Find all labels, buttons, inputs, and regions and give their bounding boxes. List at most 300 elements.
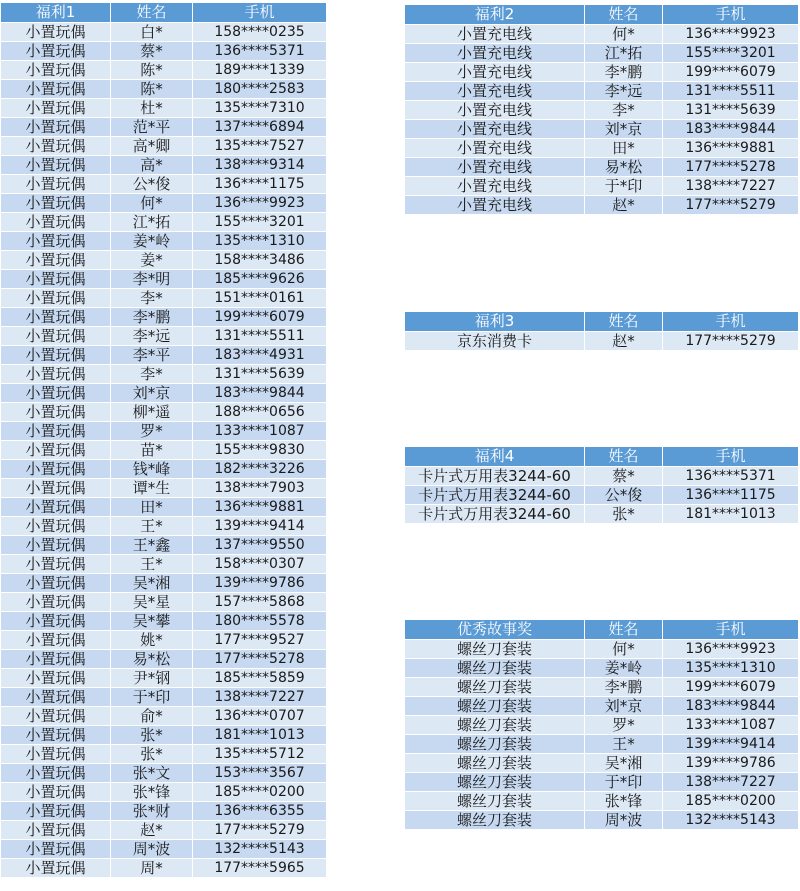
prize-cell: 螺丝刀套装	[405, 716, 585, 735]
prize-cell: 螺丝刀套装	[405, 697, 585, 716]
table-row	[1, 156, 327, 175]
table-row	[1, 441, 327, 460]
prize-cell: 小置玩偶	[1, 783, 111, 802]
prize-cell: 小置玩偶	[1, 213, 111, 232]
prize-cell: 小置玩偶	[1, 384, 111, 403]
table-row	[405, 63, 799, 82]
table-row	[1, 631, 327, 650]
phone-cell: 157****5868	[193, 593, 327, 612]
phone-cell: 131****5639	[663, 101, 799, 120]
prize-cell: 小置玩偶	[1, 118, 111, 137]
prize-cell: 小置充电线	[405, 63, 585, 82]
prize-cell: 小置玩偶	[1, 802, 111, 821]
prize-table-1	[0, 2, 327, 878]
name-cell: 于*印	[585, 773, 663, 792]
table-row	[405, 101, 799, 120]
phone-cell: 155****9830	[193, 441, 327, 460]
phone-cell: 137****6894	[193, 118, 327, 137]
phone-cell: 139****9414	[663, 735, 799, 754]
name-cell: 罗*	[111, 422, 193, 441]
name-cell: 吴*湘	[585, 754, 663, 773]
table-row	[405, 716, 799, 735]
prize-header: 福利1	[1, 3, 111, 23]
prize-cell: 小置玩偶	[1, 555, 111, 574]
phone-cell: 136****0707	[193, 707, 327, 726]
phone-cell: 132****5143	[193, 840, 327, 859]
prize-cell: 小置玩偶	[1, 726, 111, 745]
prize-header: 福利3	[405, 312, 585, 332]
table-row	[405, 505, 799, 524]
table-row	[405, 792, 799, 811]
prize-cell: 小置玩偶	[1, 251, 111, 270]
table-row	[1, 821, 327, 840]
prize-cell: 小置玩偶	[1, 175, 111, 194]
phone-cell: 153****3567	[193, 764, 327, 783]
prize-cell: 小置玩偶	[1, 498, 111, 517]
prize-cell: 小置玩偶	[1, 612, 111, 631]
name-cell: 何*	[585, 25, 663, 44]
prize-cell: 小置充电线	[405, 101, 585, 120]
prize-cell: 小置充电线	[405, 120, 585, 139]
table-row	[1, 536, 327, 555]
prize-cell: 小置玩偶	[1, 821, 111, 840]
name-cell: 柳*遥	[111, 403, 193, 422]
table-row	[405, 332, 799, 351]
name-cell: 李*鹏	[585, 678, 663, 697]
name-cell: 刘*京	[585, 697, 663, 716]
phone-cell: 136****9923	[663, 25, 799, 44]
table-row	[1, 365, 327, 384]
table-row	[405, 659, 799, 678]
table-row	[1, 175, 327, 194]
phone-cell: 199****6079	[663, 678, 799, 697]
name-cell: 周*波	[111, 840, 193, 859]
prize-cell: 螺丝刀套装	[405, 735, 585, 754]
prize-cell: 小置玩偶	[1, 707, 111, 726]
phone-cell: 135****1310	[193, 232, 327, 251]
name-cell: 周*波	[585, 811, 663, 830]
phone-cell: 136****5371	[663, 467, 799, 486]
phone-cell: 138****9314	[193, 156, 327, 175]
prize-header: 福利4	[405, 447, 585, 467]
table-row	[1, 270, 327, 289]
prize-cell: 小置充电线	[405, 139, 585, 158]
name-cell: 李*鹏	[585, 63, 663, 82]
prize-cell: 小置玩偶	[1, 365, 111, 384]
table-row	[405, 177, 799, 196]
name-cell: 陈*	[111, 80, 193, 99]
table-row	[1, 422, 327, 441]
prize-cell: 小置玩偶	[1, 745, 111, 764]
phone-cell: 158****0307	[193, 555, 327, 574]
prize-cell: 小置玩偶	[1, 460, 111, 479]
prize-cell: 小置玩偶	[1, 688, 111, 707]
prize-cell: 小置玩偶	[1, 42, 111, 61]
table-row	[1, 460, 327, 479]
prize-cell: 京东消费卡	[405, 332, 585, 351]
prize-cell: 小置玩偶	[1, 840, 111, 859]
name-cell: 王*	[111, 517, 193, 536]
phone-cell: 136****6355	[193, 802, 327, 821]
name-cell: 张*锋	[585, 792, 663, 811]
table-row	[1, 859, 327, 878]
prize-cell: 小置充电线	[405, 82, 585, 101]
table-row	[405, 640, 799, 659]
name-cell: 赵*	[111, 821, 193, 840]
prize-cell: 小置玩偶	[1, 650, 111, 669]
prize-cell: 小置玩偶	[1, 23, 111, 42]
name-cell: 李*鹏	[111, 308, 193, 327]
name-cell: 刘*京	[585, 120, 663, 139]
phone-cell: 133****1087	[193, 422, 327, 441]
phone-cell: 135****5712	[193, 745, 327, 764]
name-header: 姓名	[111, 3, 193, 23]
name-cell: 王*	[111, 555, 193, 574]
phone-cell: 155****3201	[663, 44, 799, 63]
prize-cell: 小置玩偶	[1, 194, 111, 213]
prize-cell: 卡片式万用表3244-60	[405, 505, 585, 524]
name-cell: 张*	[585, 505, 663, 524]
phone-cell: 136****1175	[193, 175, 327, 194]
table-row	[1, 232, 327, 251]
prize-cell: 小置充电线	[405, 158, 585, 177]
prize-cell: 小置玩偶	[1, 859, 111, 878]
name-cell: 易*松	[585, 158, 663, 177]
phone-cell: 185****0200	[663, 792, 799, 811]
name-cell: 姜*岭	[585, 659, 663, 678]
phone-cell: 181****1013	[663, 505, 799, 524]
phone-cell: 135****1310	[663, 659, 799, 678]
name-cell: 李*明	[111, 270, 193, 289]
prize-cell: 小置充电线	[405, 25, 585, 44]
table-row	[405, 735, 799, 754]
table-row	[1, 61, 327, 80]
name-cell: 张*	[111, 726, 193, 745]
name-cell: 白*	[111, 23, 193, 42]
name-cell: 易*松	[111, 650, 193, 669]
table-row	[405, 120, 799, 139]
phone-cell: 185****9626	[193, 270, 327, 289]
phone-cell: 138****7227	[663, 773, 799, 792]
name-cell: 李*远	[585, 82, 663, 101]
prize-cell: 螺丝刀套装	[405, 773, 585, 792]
name-cell: 江*拓	[585, 44, 663, 63]
name-cell: 罗*	[585, 716, 663, 735]
prize-cell: 卡片式万用表3244-60	[405, 486, 585, 505]
prize-cell: 螺丝刀套装	[405, 792, 585, 811]
phone-cell: 132****5143	[663, 811, 799, 830]
prize-cell: 卡片式万用表3244-60	[405, 467, 585, 486]
name-cell: 陈*	[111, 61, 193, 80]
table-row	[1, 688, 327, 707]
table-row	[1, 707, 327, 726]
phone-cell: 136****5371	[193, 42, 327, 61]
name-cell: 赵*	[585, 196, 663, 215]
table-row	[405, 754, 799, 773]
prize-cell: 小置玩偶	[1, 156, 111, 175]
table-row	[1, 23, 327, 42]
prize-cell: 小置玩偶	[1, 346, 111, 365]
table-row	[1, 726, 327, 745]
prize-header: 优秀故事奖	[405, 620, 585, 640]
prize-cell: 小置玩偶	[1, 631, 111, 650]
name-cell: 姚*	[111, 631, 193, 650]
phone-cell: 136****9881	[663, 139, 799, 158]
prize-table-4	[404, 446, 799, 524]
name-cell: 范*平	[111, 118, 193, 137]
name-cell: 李*远	[111, 327, 193, 346]
phone-cell: 133****1087	[663, 716, 799, 735]
table-row	[1, 42, 327, 61]
phone-cell: 158****3486	[193, 251, 327, 270]
table-row	[1, 802, 327, 821]
table-row	[1, 384, 327, 403]
table-row	[405, 811, 799, 830]
table-row	[1, 593, 327, 612]
phone-header: 手机	[663, 620, 799, 640]
phone-cell: 185****5859	[193, 669, 327, 688]
table-row	[1, 517, 327, 536]
table-row	[1, 346, 327, 365]
table-row	[1, 99, 327, 118]
phone-cell: 139****9786	[663, 754, 799, 773]
phone-cell: 138****7227	[663, 177, 799, 196]
name-header: 姓名	[585, 312, 663, 332]
prize-cell: 小置玩偶	[1, 270, 111, 289]
table-row	[405, 467, 799, 486]
phone-cell: 180****2583	[193, 80, 327, 99]
prize-cell: 小置玩偶	[1, 308, 111, 327]
table-row	[1, 840, 327, 859]
prize-cell: 螺丝刀套装	[405, 640, 585, 659]
phone-header: 手机	[663, 5, 799, 25]
phone-cell: 139****9786	[193, 574, 327, 593]
phone-cell: 138****7903	[193, 479, 327, 498]
table-row	[405, 196, 799, 215]
prize-cell: 小置充电线	[405, 177, 585, 196]
name-cell: 蔡*	[585, 467, 663, 486]
table-row	[1, 213, 327, 232]
phone-cell: 151****0161	[193, 289, 327, 308]
phone-cell: 139****9414	[193, 517, 327, 536]
phone-cell: 137****9550	[193, 536, 327, 555]
table-row	[1, 555, 327, 574]
name-cell: 姜*	[111, 251, 193, 270]
table-row	[1, 327, 327, 346]
phone-cell: 183****9844	[663, 697, 799, 716]
prize-cell: 小置玩偶	[1, 99, 111, 118]
phone-cell: 199****6079	[193, 308, 327, 327]
name-cell: 吴*湘	[111, 574, 193, 593]
name-cell: 钱*峰	[111, 460, 193, 479]
name-cell: 何*	[111, 194, 193, 213]
name-cell: 赵*	[585, 332, 663, 351]
table-row	[1, 650, 327, 669]
table-row	[405, 486, 799, 505]
prize-cell: 小置玩偶	[1, 289, 111, 308]
name-cell: 王*	[585, 735, 663, 754]
name-cell: 苗*	[111, 441, 193, 460]
phone-cell: 177****9527	[193, 631, 327, 650]
name-header: 姓名	[585, 5, 663, 25]
table-row	[405, 697, 799, 716]
phone-cell: 135****7310	[193, 99, 327, 118]
prize-table-3	[404, 311, 799, 351]
prize-header: 福利2	[405, 5, 585, 25]
phone-cell: 135****7527	[193, 137, 327, 156]
prize-cell: 小置玩偶	[1, 232, 111, 251]
prize-cell: 螺丝刀套装	[405, 678, 585, 697]
name-cell: 田*	[585, 139, 663, 158]
table-header-row	[405, 312, 799, 332]
table-row	[1, 80, 327, 99]
prize-table-2	[404, 4, 799, 215]
table-row	[1, 574, 327, 593]
phone-cell: 136****1175	[663, 486, 799, 505]
phone-header: 手机	[663, 447, 799, 467]
name-cell: 高*卿	[111, 137, 193, 156]
prize-cell: 螺丝刀套装	[405, 659, 585, 678]
prize-cell: 螺丝刀套装	[405, 811, 585, 830]
name-cell: 张*锋	[111, 783, 193, 802]
name-cell: 公*俊	[111, 175, 193, 194]
prize-table-story-award	[404, 619, 799, 830]
phone-cell: 188****0656	[193, 403, 327, 422]
phone-cell: 138****7227	[193, 688, 327, 707]
name-header: 姓名	[585, 447, 663, 467]
name-cell: 李*	[111, 289, 193, 308]
phone-cell: 136****9923	[193, 194, 327, 213]
table-row	[1, 194, 327, 213]
phone-cell: 131****5511	[193, 327, 327, 346]
table-row	[1, 783, 327, 802]
phone-cell: 136****9923	[663, 640, 799, 659]
name-cell: 于*印	[111, 688, 193, 707]
table-row	[1, 137, 327, 156]
prize-cell: 小置玩偶	[1, 764, 111, 783]
phone-header: 手机	[193, 3, 327, 23]
prize-cell: 小置玩偶	[1, 479, 111, 498]
name-cell: 李*	[585, 101, 663, 120]
phone-cell: 158****0235	[193, 23, 327, 42]
name-cell: 姜*岭	[111, 232, 193, 251]
table-row	[1, 745, 327, 764]
name-cell: 谭*生	[111, 479, 193, 498]
table-row	[405, 44, 799, 63]
prize-cell: 小置玩偶	[1, 574, 111, 593]
table-row	[1, 403, 327, 422]
table-row	[1, 308, 327, 327]
phone-cell: 131****5511	[663, 82, 799, 101]
phone-cell: 182****3226	[193, 460, 327, 479]
name-cell: 高*	[111, 156, 193, 175]
table-row	[405, 25, 799, 44]
phone-cell: 177****5278	[663, 158, 799, 177]
name-cell: 张*财	[111, 802, 193, 821]
name-cell: 吴*攀	[111, 612, 193, 631]
name-cell: 杜*	[111, 99, 193, 118]
table-row	[1, 669, 327, 688]
phone-cell: 183****9844	[663, 120, 799, 139]
phone-cell: 155****3201	[193, 213, 327, 232]
prize-cell: 小置玩偶	[1, 80, 111, 99]
prize-cell: 小置玩偶	[1, 517, 111, 536]
phone-cell: 199****6079	[663, 63, 799, 82]
prize-cell: 小置玩偶	[1, 61, 111, 80]
name-cell: 王*鑫	[111, 536, 193, 555]
table-row	[1, 498, 327, 517]
name-header: 姓名	[585, 620, 663, 640]
table-row	[1, 289, 327, 308]
name-cell: 田*	[111, 498, 193, 517]
name-cell: 尹*钢	[111, 669, 193, 688]
name-cell: 江*拓	[111, 213, 193, 232]
prize-cell: 小置玩偶	[1, 422, 111, 441]
name-cell: 张*	[111, 745, 193, 764]
prize-cell: 小置充电线	[405, 44, 585, 63]
prize-cell: 小置玩偶	[1, 327, 111, 346]
table-header-row	[1, 3, 327, 23]
phone-cell: 177****5279	[663, 332, 799, 351]
name-cell: 刘*京	[111, 384, 193, 403]
phone-cell: 131****5639	[193, 365, 327, 384]
table-header-row	[405, 5, 799, 25]
name-cell: 周*	[111, 859, 193, 878]
table-row	[1, 251, 327, 270]
phone-cell: 177****5279	[663, 196, 799, 215]
prize-cell: 小置玩偶	[1, 403, 111, 422]
phone-cell: 177****5278	[193, 650, 327, 669]
prize-cell: 小置玩偶	[1, 593, 111, 612]
phone-cell: 183****4931	[193, 346, 327, 365]
prize-cell: 小置玩偶	[1, 441, 111, 460]
table-row	[405, 139, 799, 158]
phone-header: 手机	[663, 312, 799, 332]
table-row	[1, 479, 327, 498]
phone-cell: 177****5965	[193, 859, 327, 878]
table-header-row	[405, 447, 799, 467]
table-row	[405, 82, 799, 101]
table-row	[405, 158, 799, 177]
prize-cell: 小置玩偶	[1, 669, 111, 688]
table-row	[1, 612, 327, 631]
phone-cell: 180****5578	[193, 612, 327, 631]
phone-cell: 181****1013	[193, 726, 327, 745]
table-header-row	[405, 620, 799, 640]
name-cell: 蔡*	[111, 42, 193, 61]
prize-cell: 螺丝刀套装	[405, 754, 585, 773]
name-cell: 吴*星	[111, 593, 193, 612]
table-row	[405, 678, 799, 697]
name-cell: 李*平	[111, 346, 193, 365]
name-cell: 何*	[585, 640, 663, 659]
table-row	[1, 118, 327, 137]
name-cell: 张*文	[111, 764, 193, 783]
table-row	[405, 773, 799, 792]
name-cell: 公*俊	[585, 486, 663, 505]
name-cell: 于*印	[585, 177, 663, 196]
phone-cell: 189****1339	[193, 61, 327, 80]
phone-cell: 183****9844	[193, 384, 327, 403]
phone-cell: 136****9881	[193, 498, 327, 517]
prize-cell: 小置玩偶	[1, 536, 111, 555]
name-cell: 李*	[111, 365, 193, 384]
prize-cell: 小置充电线	[405, 196, 585, 215]
phone-cell: 177****5279	[193, 821, 327, 840]
table-row	[1, 764, 327, 783]
phone-cell: 185****0200	[193, 783, 327, 802]
prize-cell: 小置玩偶	[1, 137, 111, 156]
